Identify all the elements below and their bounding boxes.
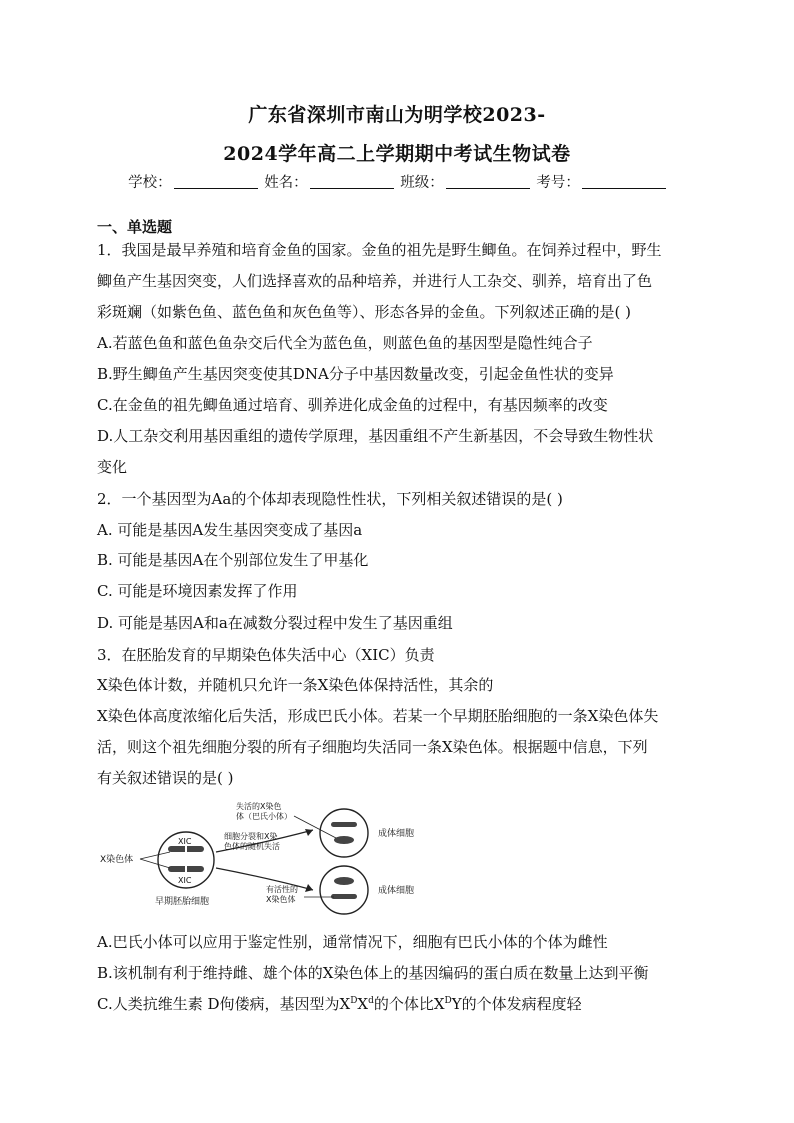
question-line: 3．在胚胎发育的早期染色体失活中心（XIC）负责 bbox=[97, 646, 435, 664]
inactive-label-1: 失活的X染色 bbox=[236, 802, 282, 811]
exam-no-field[interactable] bbox=[536, 171, 666, 192]
option-line: C.在金鱼的祖先鲫鱼通过培育、驯养进化成金鱼的过程中，有基因频率的改变 bbox=[97, 396, 608, 414]
question-line: X染色体计数，并随机只允许一条X染色体保持活性，其余的 bbox=[97, 676, 494, 694]
adult-cell-bottom-label: 成体细胞 bbox=[378, 886, 415, 896]
superscript: D bbox=[350, 996, 358, 1006]
question-line: 鲫鱼产生基因突变，人们选择喜欢的品种培养，并进行人工杂交、驯养，培育出了色 bbox=[97, 272, 653, 290]
question-line: 彩斑斓（如紫色鱼、蓝色鱼和灰色鱼等）、形态各异的金鱼。下列叙述正确的是( ) bbox=[97, 303, 631, 321]
arrow-down bbox=[216, 868, 313, 890]
inactive-label-2: 体（巴氏小体） bbox=[236, 812, 292, 821]
adult-cell-bottom bbox=[320, 866, 368, 914]
question-line: 2．一个基因型为Aa的个体却表现隐性性状，下列相关叙述错误的是( ) bbox=[97, 490, 563, 508]
option-c-text: 的个体比X bbox=[373, 995, 445, 1013]
exam-no-label: 考号： bbox=[536, 175, 580, 191]
active-label-2: X染色体 bbox=[266, 895, 296, 904]
option-b: B.该机制有利于维持雌、雄个体的X染色体上的基因编码的蛋白质在数量上达到平衡 bbox=[97, 964, 649, 982]
option-line: A.若蓝色鱼和蓝色鱼杂交后代全为蓝色鱼，则蓝色鱼的基因型是隐性纯合子 bbox=[97, 334, 593, 352]
section-title: 一、单选题 bbox=[97, 218, 173, 236]
option-c-text: Y的个体发病程度轻 bbox=[451, 995, 582, 1013]
school-field[interactable] bbox=[128, 171, 258, 192]
question-line: 活，则这个祖先细胞分裂的所有子细胞均失活同一条X染色体。根据题中信息，下列 bbox=[97, 738, 648, 756]
school-label: 学校： bbox=[128, 175, 172, 191]
student-info-row bbox=[0, 171, 794, 192]
option-c-text: C.人类抗维生素 D佝偻病，基因型为X bbox=[97, 995, 351, 1013]
school-blank[interactable] bbox=[174, 188, 258, 189]
x-inactivation-diagram bbox=[98, 800, 438, 918]
adult-cell-top-label: 成体细胞 bbox=[378, 829, 415, 839]
option-line: D. 可能是基因A和a在减数分裂过程中发生了基因重组 bbox=[97, 614, 453, 632]
question-line: 1．我国是最早养殖和培育金鱼的国家。金鱼的祖先是野生鲫鱼。在饲养过程中，野生 bbox=[97, 241, 662, 259]
x-chromosome-label: X染色体 bbox=[100, 855, 134, 865]
class-field[interactable] bbox=[400, 171, 530, 192]
option-line: B. 可能是基因A在个别部位发生了甲基化 bbox=[97, 551, 369, 569]
option-c-text: X bbox=[357, 995, 369, 1013]
active-label-1: 有活性的 bbox=[266, 885, 298, 894]
xic-bottom-label: XIC bbox=[178, 876, 192, 885]
class-blank[interactable] bbox=[446, 188, 530, 189]
option-line: 变化 bbox=[97, 458, 128, 476]
name-label: 姓名： bbox=[264, 175, 308, 191]
option-line: C. 可能是环境因素发挥了作用 bbox=[97, 582, 298, 600]
barr-body bbox=[334, 836, 354, 844]
option-line: A. 可能是基因A发生基因突变成了基因a bbox=[97, 521, 363, 539]
option-a: A.巴氏小体可以应用于鉴定性别，通常情况下，细胞有巴氏小体的个体为雌性 bbox=[97, 933, 608, 951]
name-blank[interactable] bbox=[310, 188, 394, 189]
exam-no-blank[interactable] bbox=[582, 188, 666, 189]
superscript: D bbox=[444, 996, 452, 1006]
name-field[interactable] bbox=[264, 171, 394, 192]
option-line: B.野生鲫鱼产生基因突变使其DNA分子中基因数量改变，引起金鱼性状的变异 bbox=[97, 365, 614, 383]
early-cell-label: 早期胚胎细胞 bbox=[155, 897, 210, 907]
xic-top-label: XIC bbox=[178, 837, 192, 846]
class-label: 班级： bbox=[400, 175, 444, 191]
process-label-1: 细胞分裂和X染 bbox=[224, 832, 278, 841]
superscript: d bbox=[368, 996, 374, 1006]
question-line: X染色体高度浓缩化后失活，形成巴氏小体。若某一个早期胚胎细胞的一条X染色体失 bbox=[97, 707, 659, 725]
title-line-2: 2024学年高二上学期期中考试生物试卷 bbox=[223, 143, 571, 165]
title-line-1: 广东省深圳市南山为明学校2023- bbox=[248, 104, 546, 126]
x-chromosome-pair bbox=[168, 844, 204, 874]
option-c bbox=[97, 994, 582, 1014]
process-label-2: 色体的随机失活 bbox=[224, 842, 280, 851]
option-line: D.人工杂交利用基因重组的遗传学原理，基因重组不产生新基因，不会导致生物性状 bbox=[97, 427, 654, 445]
question-line: 有关叙述错误的是( ) bbox=[97, 769, 234, 787]
